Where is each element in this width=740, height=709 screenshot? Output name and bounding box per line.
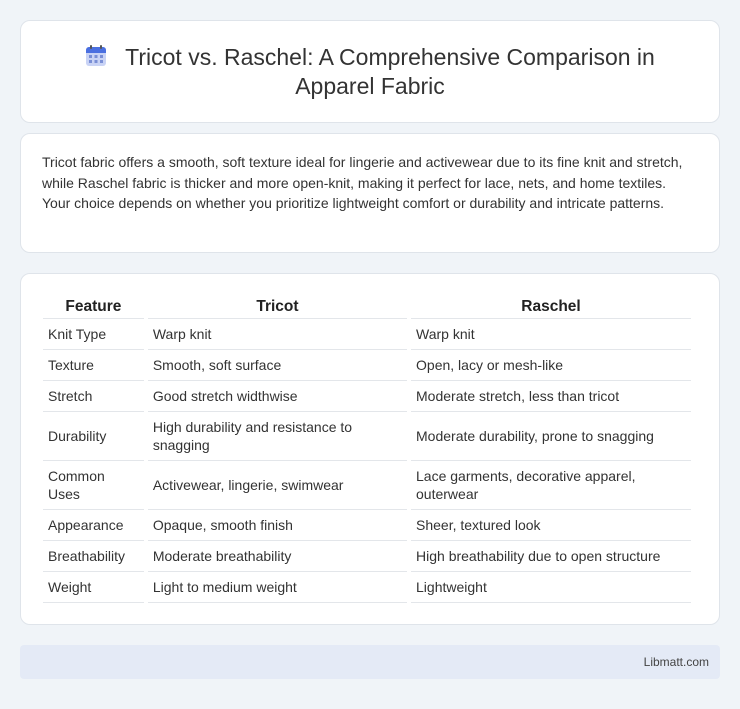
tricot-cell: Activewear, lingerie, swimwear xyxy=(148,461,407,510)
tricot-cell: Smooth, soft surface xyxy=(148,350,407,381)
table-row xyxy=(43,381,691,412)
footer xyxy=(20,645,720,679)
feature-cell: Texture xyxy=(43,350,144,381)
raschel-cell: Lightweight xyxy=(411,572,691,603)
table-row xyxy=(43,572,691,603)
table-row xyxy=(43,319,691,350)
feature-cell: Common Uses xyxy=(43,461,144,510)
feature-cell: Knit Type xyxy=(43,319,144,350)
comparison-table xyxy=(39,294,695,603)
tricot-cell: Opaque, smooth finish xyxy=(148,510,407,541)
tricot-cell: Moderate breathability xyxy=(148,541,407,572)
title-card xyxy=(20,20,720,123)
raschel-cell: Sheer, textured look xyxy=(411,510,691,541)
tricot-cell: Good stretch widthwise xyxy=(148,381,407,412)
footer-site-link[interactable]: Libmatt.com xyxy=(643,655,709,669)
header-raschel: Raschel xyxy=(411,294,691,319)
tricot-cell: Light to medium weight xyxy=(148,572,407,603)
table-row xyxy=(43,412,691,461)
table-header-row xyxy=(43,294,691,319)
raschel-cell: Warp knit xyxy=(411,319,691,350)
table-row xyxy=(43,510,691,541)
table-row xyxy=(43,541,691,572)
tricot-cell: Warp knit xyxy=(148,319,407,350)
feature-cell: Stretch xyxy=(43,381,144,412)
header-tricot: Tricot xyxy=(148,294,407,319)
raschel-cell: Moderate durability, prone to snagging xyxy=(411,412,691,461)
feature-cell: Durability xyxy=(43,412,144,461)
header-feature: Feature xyxy=(43,294,144,319)
intro-card xyxy=(20,133,720,253)
feature-cell: Breathability xyxy=(43,541,144,572)
page-title-wrap xyxy=(61,43,679,101)
calendar-icon xyxy=(85,45,107,67)
raschel-cell: Open, lacy or mesh-like xyxy=(411,350,691,381)
raschel-cell: Moderate stretch, less than tricot xyxy=(411,381,691,412)
page-title: Tricot vs. Raschel: A Comprehensive Comparison in Apparel Fabric xyxy=(125,44,655,99)
raschel-cell: High breathability due to open structure xyxy=(411,541,691,572)
comparison-table-card xyxy=(20,273,720,625)
feature-cell: Appearance xyxy=(43,510,144,541)
table-row xyxy=(43,461,691,510)
table-row xyxy=(43,350,691,381)
intro-paragraph: Tricot fabric offers a smooth, soft texture ideal for lingerie and activewear due to its fine knit and stretch, while Raschel fabric is thicker and more open-knit, making it perfect for lace, nets, and home textiles. Your choice depends on whether you prioritize lightweight comfort or durability and intricate patterns. xyxy=(42,154,683,211)
raschel-cell: Lace garments, decorative apparel, outerwear xyxy=(411,461,691,510)
feature-cell: Weight xyxy=(43,572,144,603)
tricot-cell: High durability and resistance to snagging xyxy=(148,412,407,461)
